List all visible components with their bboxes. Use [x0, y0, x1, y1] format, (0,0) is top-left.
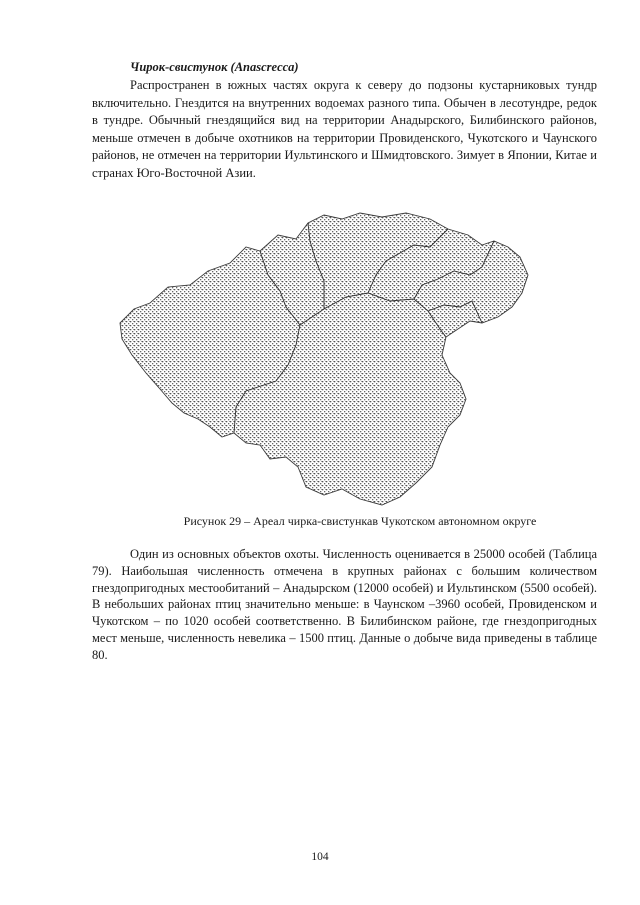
paragraph-population: Один из основных объектов охоты. Численность оценивается в 25000 особей (Таблица 79). Наибольшая численность отмечена в крупных районах с большим количеством гнездопригодных местообитаний – Анадырском (12000 особей) и Иультинском (5500 особей). В небольших районах птиц значительно меньше: в Чаунском –3960 особей, Провиденском и Чукотском – по 1020 особей соответственно. В Билибинском районе, где гнездопригодных мест меньше, численность невелика – 1500 птиц. Данные о добыче вида приведены в таблице 80.: [92, 547, 597, 662]
okrug-map-shape: [120, 213, 528, 505]
section-heading: Чирок-свистунок (Anascrecca): [130, 60, 299, 74]
page-number: 104: [311, 851, 329, 863]
figure-caption: Рисунок 29 – Ареал чирка-свистункав Чукотском автономном округе: [183, 514, 537, 528]
range-map: [110, 205, 530, 510]
paragraph-distribution: Распространен в южных частях округа к северу до подзоны кустарниковых тундр включительно. Гнездится на внутренних водоемах разного типа. Обычен в лесотундре, редок в тундре. Обычный гнездящийся вид на территории Анадырского, Билибинского районов, меньше отмечен в добыче охотников на территории Провиденского, Чукотского и Чаунского районов, не отмечен на территории Иультинского и Шмидтовского. Зимует в Японии, Китае и странах Юго-Восточной Азии.: [92, 78, 597, 180]
